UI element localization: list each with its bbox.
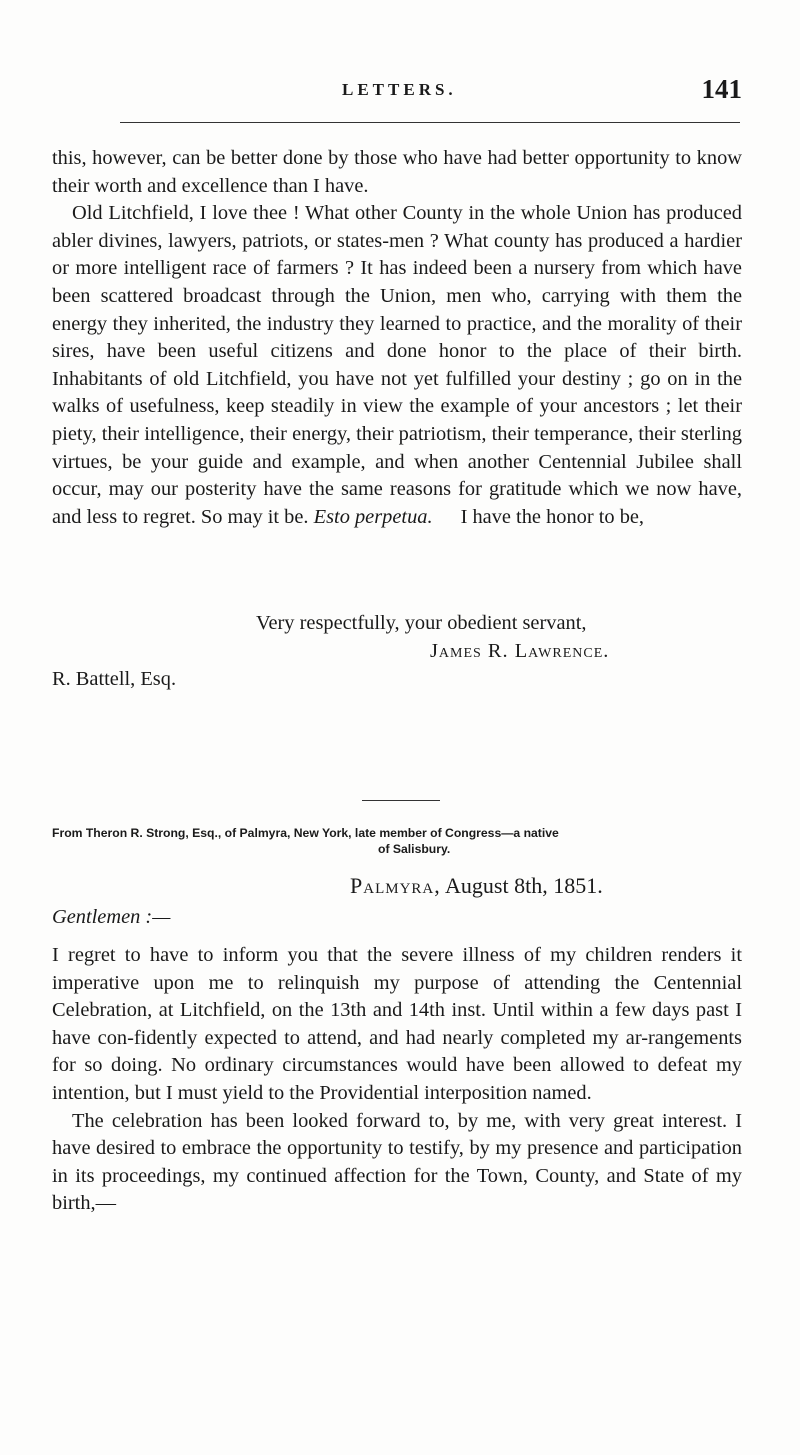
letter-lawrence-body: [52, 145, 742, 531]
motto: Esto perpetua.: [313, 505, 433, 528]
running-head: [52, 74, 742, 108]
letter-strong-heading: [52, 825, 742, 857]
closing-line: I have the honor to be,: [460, 505, 645, 528]
addressee: R. Battell, Esq.: [52, 668, 177, 690]
paragraph-3: I regret to have to inform you that the severe illness of my children renders it imperative upon me to relinquish my purpose of attending the Centennial Celebration, at Litchfield, on the 13th and 14th inst. Until within a few days past I have con-fidently expected to attend, and had nearly completed my ar-rangements for so doing. No ordinary circumstances would have been allowed to defeat my intention, but I must yield to the Providential interposition named.: [52, 944, 742, 1104]
paragraph-4: The celebration has been looked forward to, by me, with very great interest. I have desired to embrace the opportunity to testify, by my presence and participation in its proceedings, my continued affection for the Town, County, and State of my birth,—: [52, 1109, 742, 1215]
letter-strong-body: [52, 942, 742, 1218]
header-rule: [120, 122, 740, 123]
page-number: 141: [701, 74, 742, 104]
paragraph-1: this, however, can be better done by those who have had better opportunity to know their worth and excellence than I have.: [52, 147, 742, 197]
salutation: Gentlemen :—: [52, 906, 171, 928]
dateline-place: Palmyra,: [350, 873, 441, 898]
dateline-date: August 8th, 1851.: [445, 873, 603, 898]
valediction: Very respectfully, your obedient servant,: [256, 612, 587, 634]
dateline: [350, 873, 603, 899]
running-title: LETTERS.: [342, 80, 457, 99]
paragraph-2: [52, 200, 742, 531]
section-divider: [362, 800, 440, 801]
heading-line-1: From Theron R. Strong, Esq., of Palmyra, New York, late member of Congress—a native: [52, 826, 559, 840]
signature: James R. Lawrence.: [430, 640, 610, 662]
paragraph-2-text: Old Litchfield, I love thee ! What other County in the whole Union has produced abler divines, lawyers, patriots, or states-men ? What county has produced a hardier or more intelligent race of farmers ? It has indeed been a nursery from which have been scattered broadcast through the Union, men who, carrying with them the energy they inherited, the industry they learned to practice, and the morality of their sires, have been useful citizens and done honor to the place of their birth. Inhabitants of old Litchfield, you have not yet fulfilled your destiny ; go on in the walks of usefulness, keep steadily in view the example of your ancestors ; let their piety, their intelligence, their energy, their patriotism, their temperance, their sterling virtues, be your guide and example, and when another Centennial Jubilee shall occur, may our posterity have the same reasons for gratitude which we now have, and less to regret. So may it be.: [52, 202, 742, 528]
heading-line-2: of Salisbury.: [378, 842, 451, 856]
